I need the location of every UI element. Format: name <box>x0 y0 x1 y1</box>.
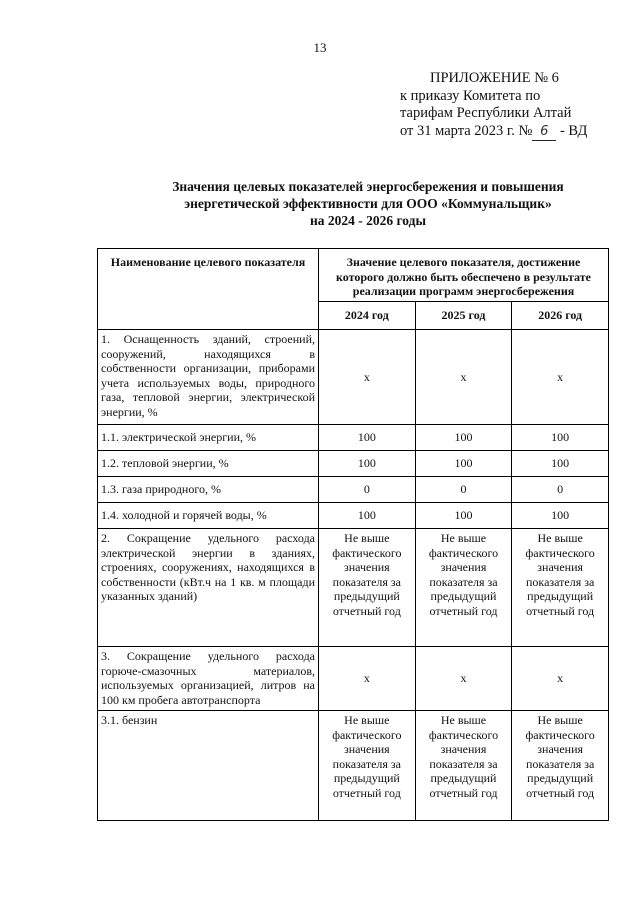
row-value: 100 <box>319 451 416 477</box>
table-row <box>98 529 609 647</box>
table-row <box>98 451 609 477</box>
row-value: 100 <box>415 451 512 477</box>
row-value: 100 <box>512 451 609 477</box>
row-value: 100 <box>415 425 512 451</box>
table-row <box>98 477 609 503</box>
table-row <box>98 503 609 529</box>
page-number: 13 <box>313 40 327 55</box>
title-line-3: на 2024 - 2026 годы <box>309 213 427 228</box>
row-value: х <box>319 647 416 711</box>
row-value: 0 <box>512 477 609 503</box>
appendix-block <box>400 70 587 141</box>
header-year-2025: 2025 год <box>415 302 512 330</box>
row-value: 100 <box>319 425 416 451</box>
appendix-date: от 31 марта 2023 г. № <box>400 122 533 139</box>
header-year-2024: 2024 год <box>319 302 416 330</box>
row-name: 1. Оснащенность зданий, строений, сооружений, находящихся в собственности организации, приборами учета используемых воды, природного газа, тепловой энергии, электрической энергии, % <box>98 330 319 425</box>
row-value: х <box>415 647 512 711</box>
row-value: х <box>512 330 609 425</box>
row-name: 1.4. холодной и горячей воды, % <box>98 503 319 529</box>
row-value: Не выше фактического значения показателя за предыдущий отчетный год <box>319 711 416 821</box>
row-name: 1.3. газа природного, % <box>98 477 319 503</box>
row-name: 2. Сокращение удельного расхода электрической энергии в зданиях, строениях, сооружениях, находящихся в собственности (кВт.ч на 1 кв. м площади указанных зданий) <box>98 529 319 647</box>
row-value: Не выше фактического значения показателя за предыдущий отчетный год <box>512 711 609 821</box>
appendix-title: ПРИЛОЖЕНИЕ № 6 <box>430 70 559 86</box>
header-year-2026: 2026 год <box>512 302 609 330</box>
row-name: 3. Сокращение удельного расхода горюче-смазочных материалов, используемых организацией, литров на 100 км пробега автотранспорта <box>98 647 319 711</box>
appendix-line-1: к приказу Комитета по <box>400 87 541 104</box>
row-value: 0 <box>319 477 416 503</box>
row-name: 1.1. электрической энергии, % <box>98 425 319 451</box>
document-title <box>100 178 636 229</box>
handwritten-order-number: 6 <box>532 123 556 142</box>
header-indicator-value: Значение целевого показателя, достижение которого должно быть обеспечено в результате реализации программ энергосбережения <box>319 249 609 302</box>
appendix-line-3 <box>400 123 587 142</box>
header-indicator-name: Наименование целевого показателя <box>98 249 319 330</box>
row-value: 100 <box>415 503 512 529</box>
title-line-2: энергетической эффективности для ООО «Коммунальщик» <box>184 196 552 211</box>
row-value: Не выше фактического значения показателя за предыдущий отчетный год <box>512 529 609 647</box>
appendix-suffix: - ВД <box>559 122 588 139</box>
title-line-1: Значения целевых показателей энергосбережения и повышения <box>172 179 564 194</box>
row-name: 3.1. бензин <box>98 711 319 821</box>
row-value: 100 <box>512 503 609 529</box>
row-value: Не выше фактического значения показателя за предыдущий отчетный год <box>415 711 512 821</box>
row-value: Не выше фактического значения показателя за предыдущий отчетный год <box>415 529 512 647</box>
appendix-line-2: тарифам Республики Алтай <box>400 105 572 121</box>
table-row <box>98 425 609 451</box>
row-value: х <box>415 330 512 425</box>
table-row <box>98 711 609 821</box>
table-row <box>98 647 609 711</box>
row-value: х <box>512 647 609 711</box>
row-value: 100 <box>512 425 609 451</box>
row-value: Не выше фактического значения показателя за предыдущий отчетный год <box>319 529 416 647</box>
row-value: х <box>319 330 416 425</box>
row-value: 0 <box>415 477 512 503</box>
indicators-table <box>97 248 609 821</box>
row-name: 1.2. тепловой энергии, % <box>98 451 319 477</box>
row-value: 100 <box>319 503 416 529</box>
table-row <box>98 330 609 425</box>
